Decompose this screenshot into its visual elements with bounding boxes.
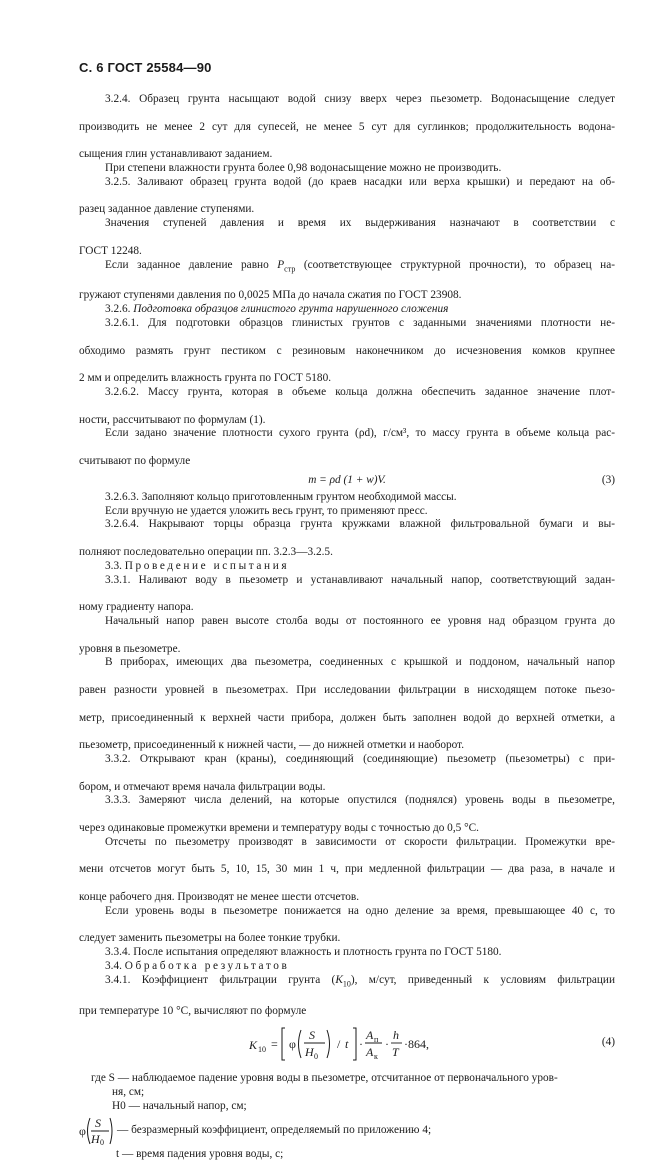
paragraph: 3.2.5. Заливают образец грунта водой (до краев насадки или верха крышки) и передают на об-	[105, 175, 615, 188]
page-header: С. 6 ГОСТ 25584—90	[79, 60, 212, 75]
phi-symbol	[79, 1114, 113, 1148]
paragraph: 3.2.4. Образец грунта насыщают водой снизу вверх через пьезометр. Водонасыщение следует	[105, 93, 615, 105]
formula-4	[79, 1020, 615, 1068]
svg-text:0: 0	[314, 1052, 318, 1062]
svg-text:H: H	[91, 1131, 100, 1146]
document-body: 3.2.4. Образец грунта насыщают водой снизу вверх через пьезометр. Водонасыщение следует производить не менее 2 сут для супесей, не менее 5 сут для суглинков; продолжительность водона- сыщения глин устанавливают заданием. При степени влажности грунта более 0,98 водонасыщение можно не производить. 3.2.5. Заливают образец грунта водой (до краев насадки или верха крышки) и передают на об- разец заданное давление ступенями. Значения ступеней давления и время их выдерживания назначают в соответствии с ГОСТ 12248. Если заданное давление равно $P_{стр}$ (соответствующее структурной прочности), то образец на- гружают ступенями давления по 0,0025 МПа до начала сжатия по ГОСТ 23908. 3.2.6. Подготовка образцов глинистого грунта нарушенного сложения 3.2.6.1. Для подготовки образцов глинистых грунтов с заданными значениями плотности не- обходимо размять грунт пестиком с резиновым наконечником до исчезновения комков крупнее 2 мм и определить влажность грунта по ГОСТ 5180. 3.2.6.2. Массу грунта, которая в объеме кольца должна обеспечить заданное значение плот- ности, рассчитывают по формулам (1). Если задано значение плотности сухого грунта (ρd), г/см³, то массу грунта в объеме кольца рас- считывают по формуле m = ρd (1 + w)V. (3) 3.2.6.3. Заполняют кольцо приготовленным грунтом необходимой массы. Если вручную не удается уложить весь грунт, то применяют пресс. 3.2.6.4. Накрывают торцы образца грунта кружками влажной фильтровальной бумаги и вы- полняют последовательно операции пп. 3.2.3—3.2.5. 3.3. Проведение испытания 3.3.1. Наливают воду в пьезометр и устанавливают начальный напор, соответствующий задан- ному градиенту напора. Начальный напор равен высоте столба воды от постоянного ее уровня над образцом грунта до уровня в пьезометре. В приборах, имеющих два пьезометра, соединенных с крышкой и поддоном, начальный напор равен разности уровней в пьезометрах. При исследовании фильтрации в нисходящем потоке пьезо- метр, присоединенный к верхней части прибора, должен быть заполнен водой до верхней отметки, а пьезометр, присоединенный к нижней части, — до нижней отметки и наоборот. 3.3.2. Открывают кран (краны), соединяющий (соединяющие) пьезометр (пьезометры) с при- бором, и отмечают время начала фильтрации воды. 3.3.3. Замеряют числа делений, на которые опустился (поднялся) уровень воды в пьезометре, через одинаковые промежутки времени и температуру воды с точностью до 0,5 °С. Отсчеты по пьезометру производят в зависимости от скорости фильтрации. Промежутки вре- мени отсчетов могут быть 5, 10, 15, 30 мин 1 ч, при медленной фильтрации — два раза, в начале и конце рабочего дня. Производят не менее шести отсчетов. Если уровень воды в пьезометре понижается на одно деление за время, превышающее 40 с, то следует заменить пьезометры на более тонкие трубки. 3.3.4. После испытания определяют влажность и плотность грунта по ГОСТ 5180. 3.4. Обработка результатов 3.4.1. Коэффициент фильтрации грунта $(K_{10})$, м/сут, приведенный к условиям фильтрации при температуре 10 °С, вычисляют по формуле K 10 = φ S H 0 / t · A п A к · h T ·864, (4) где S — наблюдаемое падение уровня воды в пьезометре, отсчитанное от первоначального уров- ня, см; H0 — начальный напор, см; φ S H 0 — безразмерный коэффициент, определяемый по приложению 4; t — время падения уровня воды, с;	[79, 93, 615, 1160]
svg-text:·: ·	[359, 1037, 363, 1052]
svg-text:φ: φ	[79, 1123, 86, 1138]
formula-3: m = ρd (1 + w)V. (3)	[308, 473, 615, 486]
paragraph: При степени влажности грунта более 0,98 водонасыщение можно не производить.	[105, 161, 502, 174]
paragraph: Если уровень воды в пьезометре понижается на одно деление за время, превышающее 40 с, то	[105, 904, 615, 917]
where-item: где S — наблюдаемое падение уровня воды в пьезометре, отсчитанное от первоначального уров-	[91, 1072, 558, 1085]
svg-text:t: t	[345, 1037, 349, 1052]
paragraph: 3.2.6.2. Массу грунта, которая в объеме кольца должна обеспечить заданное значение плот-	[105, 385, 615, 398]
svg-text:A: A	[366, 1045, 374, 1060]
where-list: где S — наблюдаемое падение уровня воды в пьезометре, отсчитанное от первоначального уров- ня, см; H0 — начальный напор, см; φ S H 0 — безразмерный коэффициент, определяемый по приложению 4; t — время падения уровня воды, с;	[79, 1072, 615, 1161]
svg-text:10: 10	[258, 1045, 266, 1055]
paragraph: Начальный напор равен высоте столба воды от постоянного ее уровня над образцом грунта до	[105, 614, 615, 627]
paragraph: 3.3.4. После испытания определяют влажность и плотность грунта по ГОСТ 5180.	[105, 946, 502, 959]
svg-text:S: S	[95, 1115, 101, 1130]
where-item: φ S H 0 — безразмерный коэффициент, определяемый по приложению 4;	[79, 1115, 432, 1147]
svg-text:T: T	[392, 1045, 399, 1060]
paragraph: 3.4.1. Коэффициент фильтрации грунта $(K_{10})$, м/сут, приведенный к условиям фильтрации	[105, 973, 615, 988]
paragraph: 3.3.2. Открывают кран (краны), соединяющий (соединяющие) пьезометр (пьезометры) с при-	[105, 752, 615, 765]
paragraph: 3.2.6.1. Для подготовки образцов глинистых грунтов с заданными значениями плотности не-	[105, 317, 615, 329]
svg-text:A: A	[366, 1028, 374, 1043]
svg-text:φ: φ	[289, 1037, 296, 1052]
svg-text:K: K	[249, 1038, 258, 1053]
svg-text:S: S	[309, 1028, 315, 1043]
svg-text:п: п	[374, 1035, 379, 1045]
paragraph: Если заданное давление равно $P_{стр}$ (соответствующее структурной прочности), то образец на-	[105, 258, 615, 273]
svg-text:·: ·	[385, 1037, 389, 1052]
formula-4-svg	[249, 1020, 489, 1068]
paragraph: В приборах, имеющих два пьезометра, соединенных с крышкой и поддоном, начальный напор	[105, 656, 615, 669]
paragraph: Если вручную не удается уложить весь грунт, то применяют пресс.	[105, 504, 428, 517]
formula-4-number: (4)	[601, 1036, 615, 1049]
where-item: t — время падения уровня воды, с;	[116, 1147, 284, 1160]
svg-text:h: h	[393, 1028, 399, 1043]
svg-text:/: /	[337, 1037, 341, 1052]
svg-text:к: к	[374, 1052, 378, 1062]
paragraph: 3.3.1. Наливают воду в пьезометр и устанавливают начальный напор, соответствующий задан-	[105, 573, 615, 586]
section-heading: 3.4. Обработка результатов	[105, 959, 290, 972]
paragraph: 3.2.6.4. Накрывают торцы образца грунта кружками влажной фильтровальной бумаги и вы-	[105, 518, 615, 531]
paragraph: Значения ступеней давления и время их выдерживания назначают в соответствии с	[105, 217, 615, 230]
section-heading: 3.3. Проведение испытания	[105, 559, 290, 572]
svg-text:0: 0	[100, 1137, 104, 1147]
where-item: H0 — начальный напор, см;	[112, 1099, 247, 1112]
paragraph: 3.3.3. Замеряют числа делений, на которые опустился (поднялся) уровень воды в пьезометре,	[105, 794, 615, 807]
paragraph: Отсчеты по пьезометру производят в зависимости от скорости фильтрации. Промежутки вре-	[105, 835, 615, 848]
svg-text:·864,: ·864,	[404, 1037, 429, 1052]
svg-text:=: =	[271, 1037, 278, 1052]
svg-text:H: H	[305, 1045, 314, 1060]
paragraph: Если задано значение плотности сухого грунта (ρd), г/см³, то массу грунта в объеме кольца рас-	[105, 427, 615, 440]
paragraph: 3.2.6.3. Заполняют кольцо приготовленным грунтом необходимой массы.	[105, 490, 457, 503]
section-heading: 3.2.6. Подготовка образцов глинистого грунта нарушенного сложения	[105, 303, 449, 316]
